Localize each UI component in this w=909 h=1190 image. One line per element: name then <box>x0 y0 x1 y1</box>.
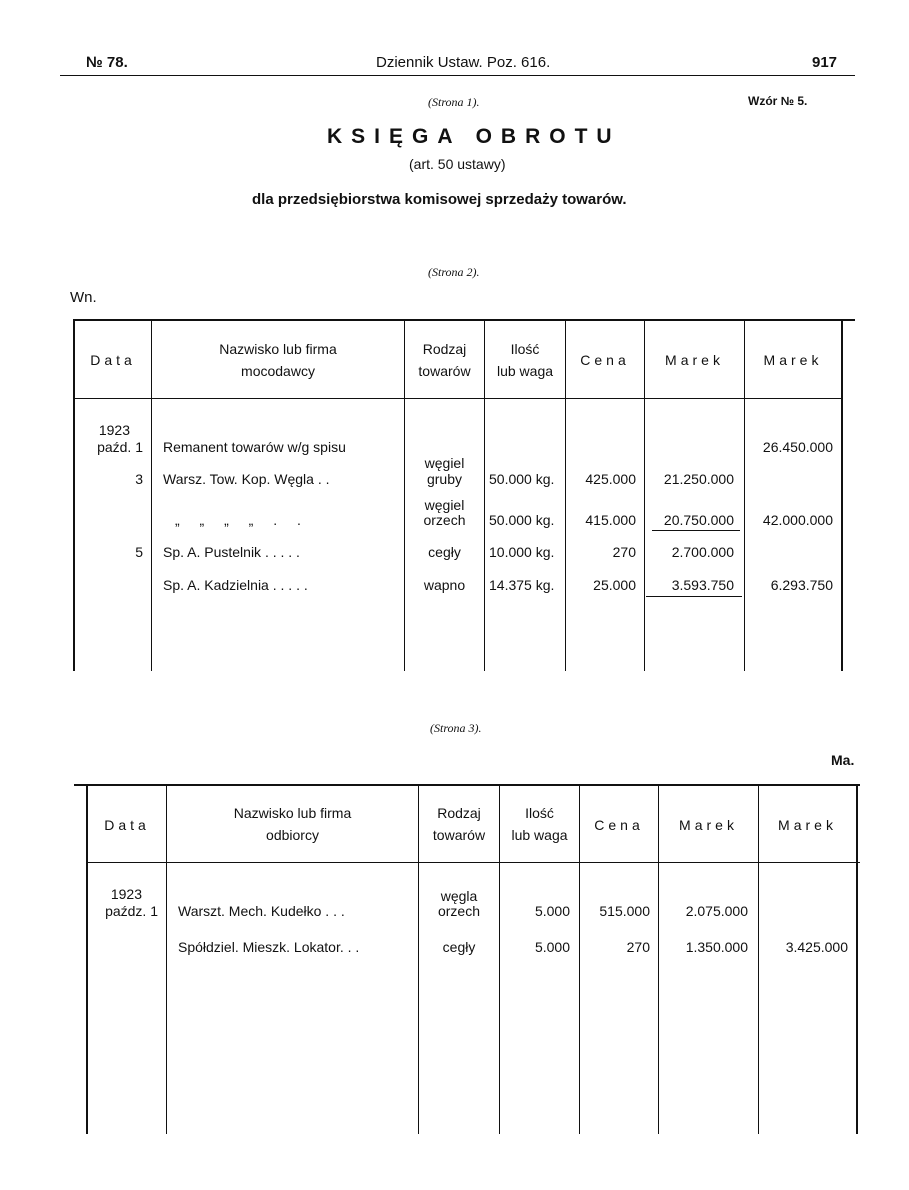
col-kind-header-2: towarów <box>432 827 486 843</box>
row-qty: 5.000 <box>534 939 570 955</box>
row-name: Sp. A. Pustelnik . . . . . <box>163 544 300 560</box>
year: 1923 <box>110 886 142 902</box>
row-qty: 5.000 <box>534 903 570 919</box>
row-price: 515.000 <box>599 903 650 919</box>
subtotal-rule <box>646 596 742 597</box>
row-price: 415.000 <box>585 512 636 528</box>
book-heading: dla przedsiębiorstwa komisowej sprzedaży towarów. <box>252 191 627 208</box>
col-kind-header-1: Rodzaj <box>422 341 467 357</box>
row-marek1: 20.750.000 <box>663 512 734 528</box>
page1-label: (Strona 1). <box>428 95 480 109</box>
debit-label: Wn. <box>70 289 97 306</box>
col-marek2-header: Marek <box>763 352 823 368</box>
page3-label: (Strona 3). <box>430 721 482 735</box>
row-marek1: 2.700.000 <box>671 544 734 560</box>
form-number: Wzór № 5. <box>748 94 808 108</box>
col-kind-header-1: Rodzaj <box>437 805 481 821</box>
row-day: 5 <box>135 544 143 560</box>
row-price: 270 <box>626 939 650 955</box>
col-date-header: Data <box>104 817 150 833</box>
col-name-header-2: odbiorcy <box>266 827 319 843</box>
row-kind: węgla <box>440 888 478 904</box>
row-marek1: 2.075.000 <box>685 903 748 919</box>
col-kind-header-2: towarów <box>418 363 471 379</box>
row-qty: 14.375 kg. <box>489 577 555 593</box>
row-name: „ „ „ „ . . <box>175 512 309 528</box>
issue-number: № 78. <box>86 54 128 71</box>
row-kind: cegły <box>442 939 476 955</box>
row-price: 425.000 <box>585 471 636 487</box>
row-name: Remanent towarów w/g spisu <box>163 439 346 455</box>
row-marek1: 21.250.000 <box>663 471 734 487</box>
header-rule <box>60 75 855 76</box>
row-marek1: 3.593.750 <box>671 577 734 593</box>
col-marek2-header: Marek <box>778 817 837 833</box>
row-day: 3 <box>135 471 143 487</box>
row-marek1: 1.350.000 <box>685 939 748 955</box>
row-marek2: 6.293.750 <box>770 577 833 593</box>
row-kind: węgiel <box>424 497 465 513</box>
row-price: 25.000 <box>593 577 636 593</box>
credit-label: Ma. <box>831 752 855 768</box>
page-number: 917 <box>812 54 838 71</box>
year: 1923 <box>98 422 130 438</box>
row-kind: orzech <box>423 512 466 528</box>
row-kind: orzech <box>437 903 481 919</box>
book-title: KSIĘGA OBROTU <box>327 125 621 148</box>
col-qty-header-2: lub waga <box>496 363 554 379</box>
page2-label: (Strona 2). <box>428 265 480 279</box>
row-name: Spółdziel. Mieszk. Lokator. . . <box>178 939 360 955</box>
col-qty-header-2: lub waga <box>511 827 568 843</box>
month: paźdz. 1 <box>105 903 158 919</box>
journal-title: Dziennik Ustaw. Poz. 616. <box>376 54 551 71</box>
col-qty-header-1: Ilość <box>510 341 540 357</box>
row-name: Warszt. Mech. Kudełko . . . <box>178 903 345 919</box>
row-qty: 10.000 kg. <box>489 544 555 560</box>
row-kind: cegły <box>428 544 461 560</box>
row-marek2: 26.450.000 <box>762 439 833 455</box>
row-price: 270 <box>612 544 636 560</box>
month: paźd. 1 <box>97 439 143 455</box>
row-name: Sp. A. Kadzielnia . . . . . <box>163 577 308 593</box>
row-qty: 50.000 kg. <box>489 512 555 528</box>
col-name-header-1: Nazwisko lub firma <box>219 341 337 357</box>
col-marek1-header: Marek <box>679 817 738 833</box>
book-subtitle: (art. 50 ustawy) <box>409 156 506 172</box>
row-kind: wapno <box>423 577 466 593</box>
row-qty: 50.000 kg. <box>489 471 555 487</box>
subtotal-rule <box>652 530 740 531</box>
row-marek2: 3.425.000 <box>785 939 848 955</box>
col-name-header-2: mocodawcy <box>241 363 315 379</box>
row-kind: gruby <box>426 471 463 487</box>
row-kind: węgiel <box>424 455 465 471</box>
row-marek2: 42.000.000 <box>762 512 833 528</box>
col-date-header: Data <box>90 352 136 368</box>
row-name: Warsz. Tow. Kop. Węgla . . <box>163 471 330 487</box>
col-name-header-1: Nazwisko lub firma <box>233 805 352 821</box>
col-marek1-header: Marek <box>665 352 724 368</box>
col-price-header: Cena <box>594 817 644 833</box>
col-qty-header-1: Ilość <box>525 805 554 821</box>
col-price-header: Cena <box>580 352 630 368</box>
